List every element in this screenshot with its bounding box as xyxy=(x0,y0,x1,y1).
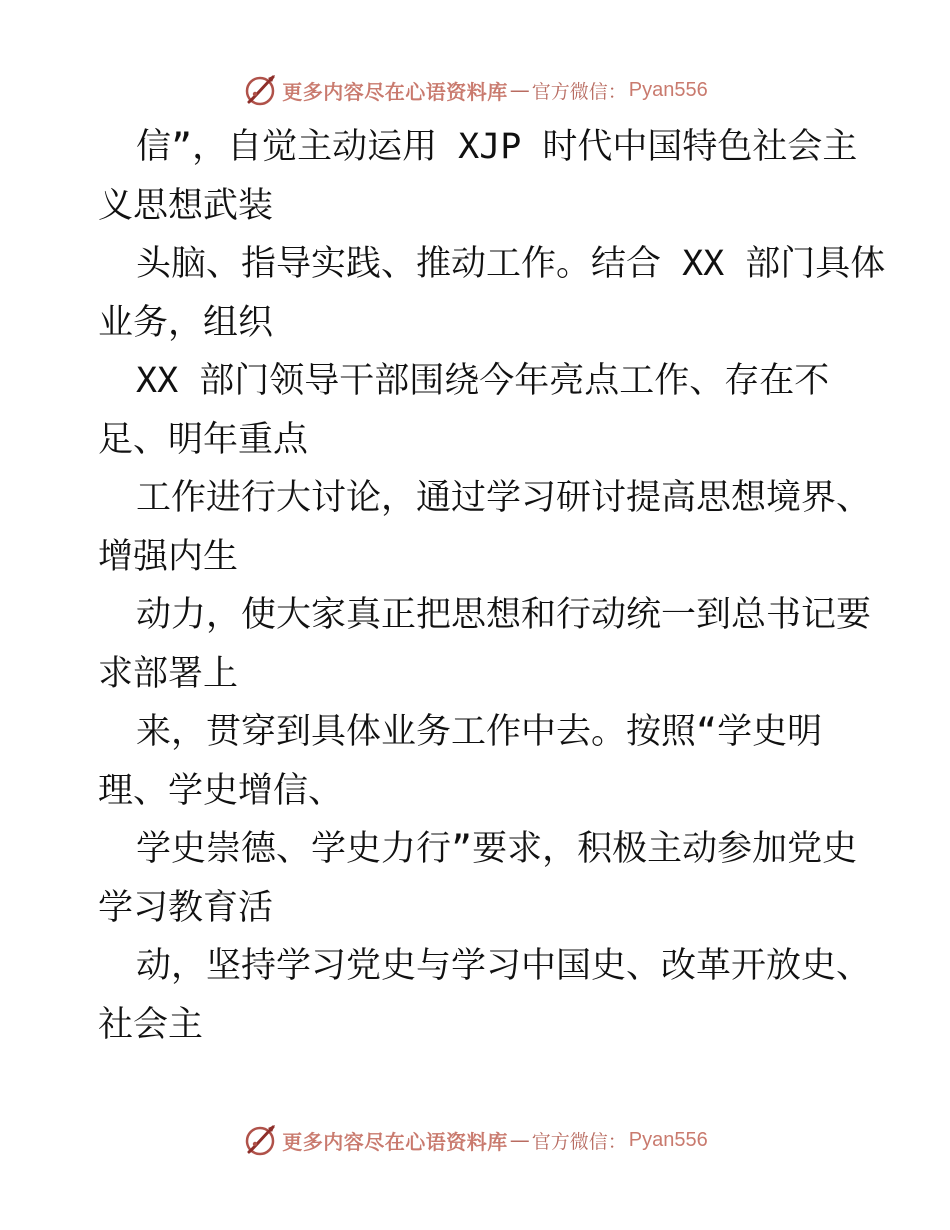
banner-separator: — xyxy=(509,1128,530,1152)
banner-wechat-label: 官方微信： xyxy=(531,80,627,103)
text-line: 信”，自觉主动运用 XJP 时代中国特色社会主 xyxy=(136,127,858,167)
banner-text: 更多内容尽在心语资料库 xyxy=(282,1129,508,1154)
text-line: 来，贯穿到具体业务工作中去。按照“学史明 xyxy=(136,712,823,752)
document-body xyxy=(98,118,886,1054)
text-line: 社会主 xyxy=(98,1004,204,1045)
text-line: 足、明年重点 xyxy=(98,419,309,460)
banner-wechat-id: Pyan556 xyxy=(628,78,708,101)
banner-wechat-label: 官方微信： xyxy=(531,1130,627,1153)
footer-watermark-banner xyxy=(0,1118,950,1162)
text-line: 业务，组织 xyxy=(98,302,274,343)
text-line: 理、学史增信、 xyxy=(98,770,344,811)
text-line: 学史崇德、学史力行”要求，积极主动参加党史 xyxy=(136,829,858,869)
banner-separator: — xyxy=(509,78,530,102)
text-line: 动力，使大家真正把思想和行动统一到总书记要 xyxy=(136,595,872,635)
brush-logo-icon xyxy=(242,1122,278,1158)
text-line: 增强内生 xyxy=(98,536,239,577)
text-line: 动，坚持学习党史与学习中国史、改革开放史、 xyxy=(136,946,872,986)
text-line: 义思想武装 xyxy=(98,185,274,226)
brush-logo-icon xyxy=(242,72,278,108)
text-line: 头脑、指导实践、推动工作。结合 XX 部门具体 xyxy=(136,244,886,284)
banner-wechat-id: Pyan556 xyxy=(628,1128,708,1151)
text-line: 工作进行大讨论，通过学习研讨提高思想境界、 xyxy=(136,478,872,518)
text-line: 求部署上 xyxy=(98,653,239,694)
banner-text: 更多内容尽在心语资料库 xyxy=(282,79,508,104)
text-line: XX 部门领导干部围绕今年亮点工作、存在不 xyxy=(136,361,830,401)
text-line: 学习教育活 xyxy=(98,887,274,928)
header-watermark-banner xyxy=(0,68,950,112)
